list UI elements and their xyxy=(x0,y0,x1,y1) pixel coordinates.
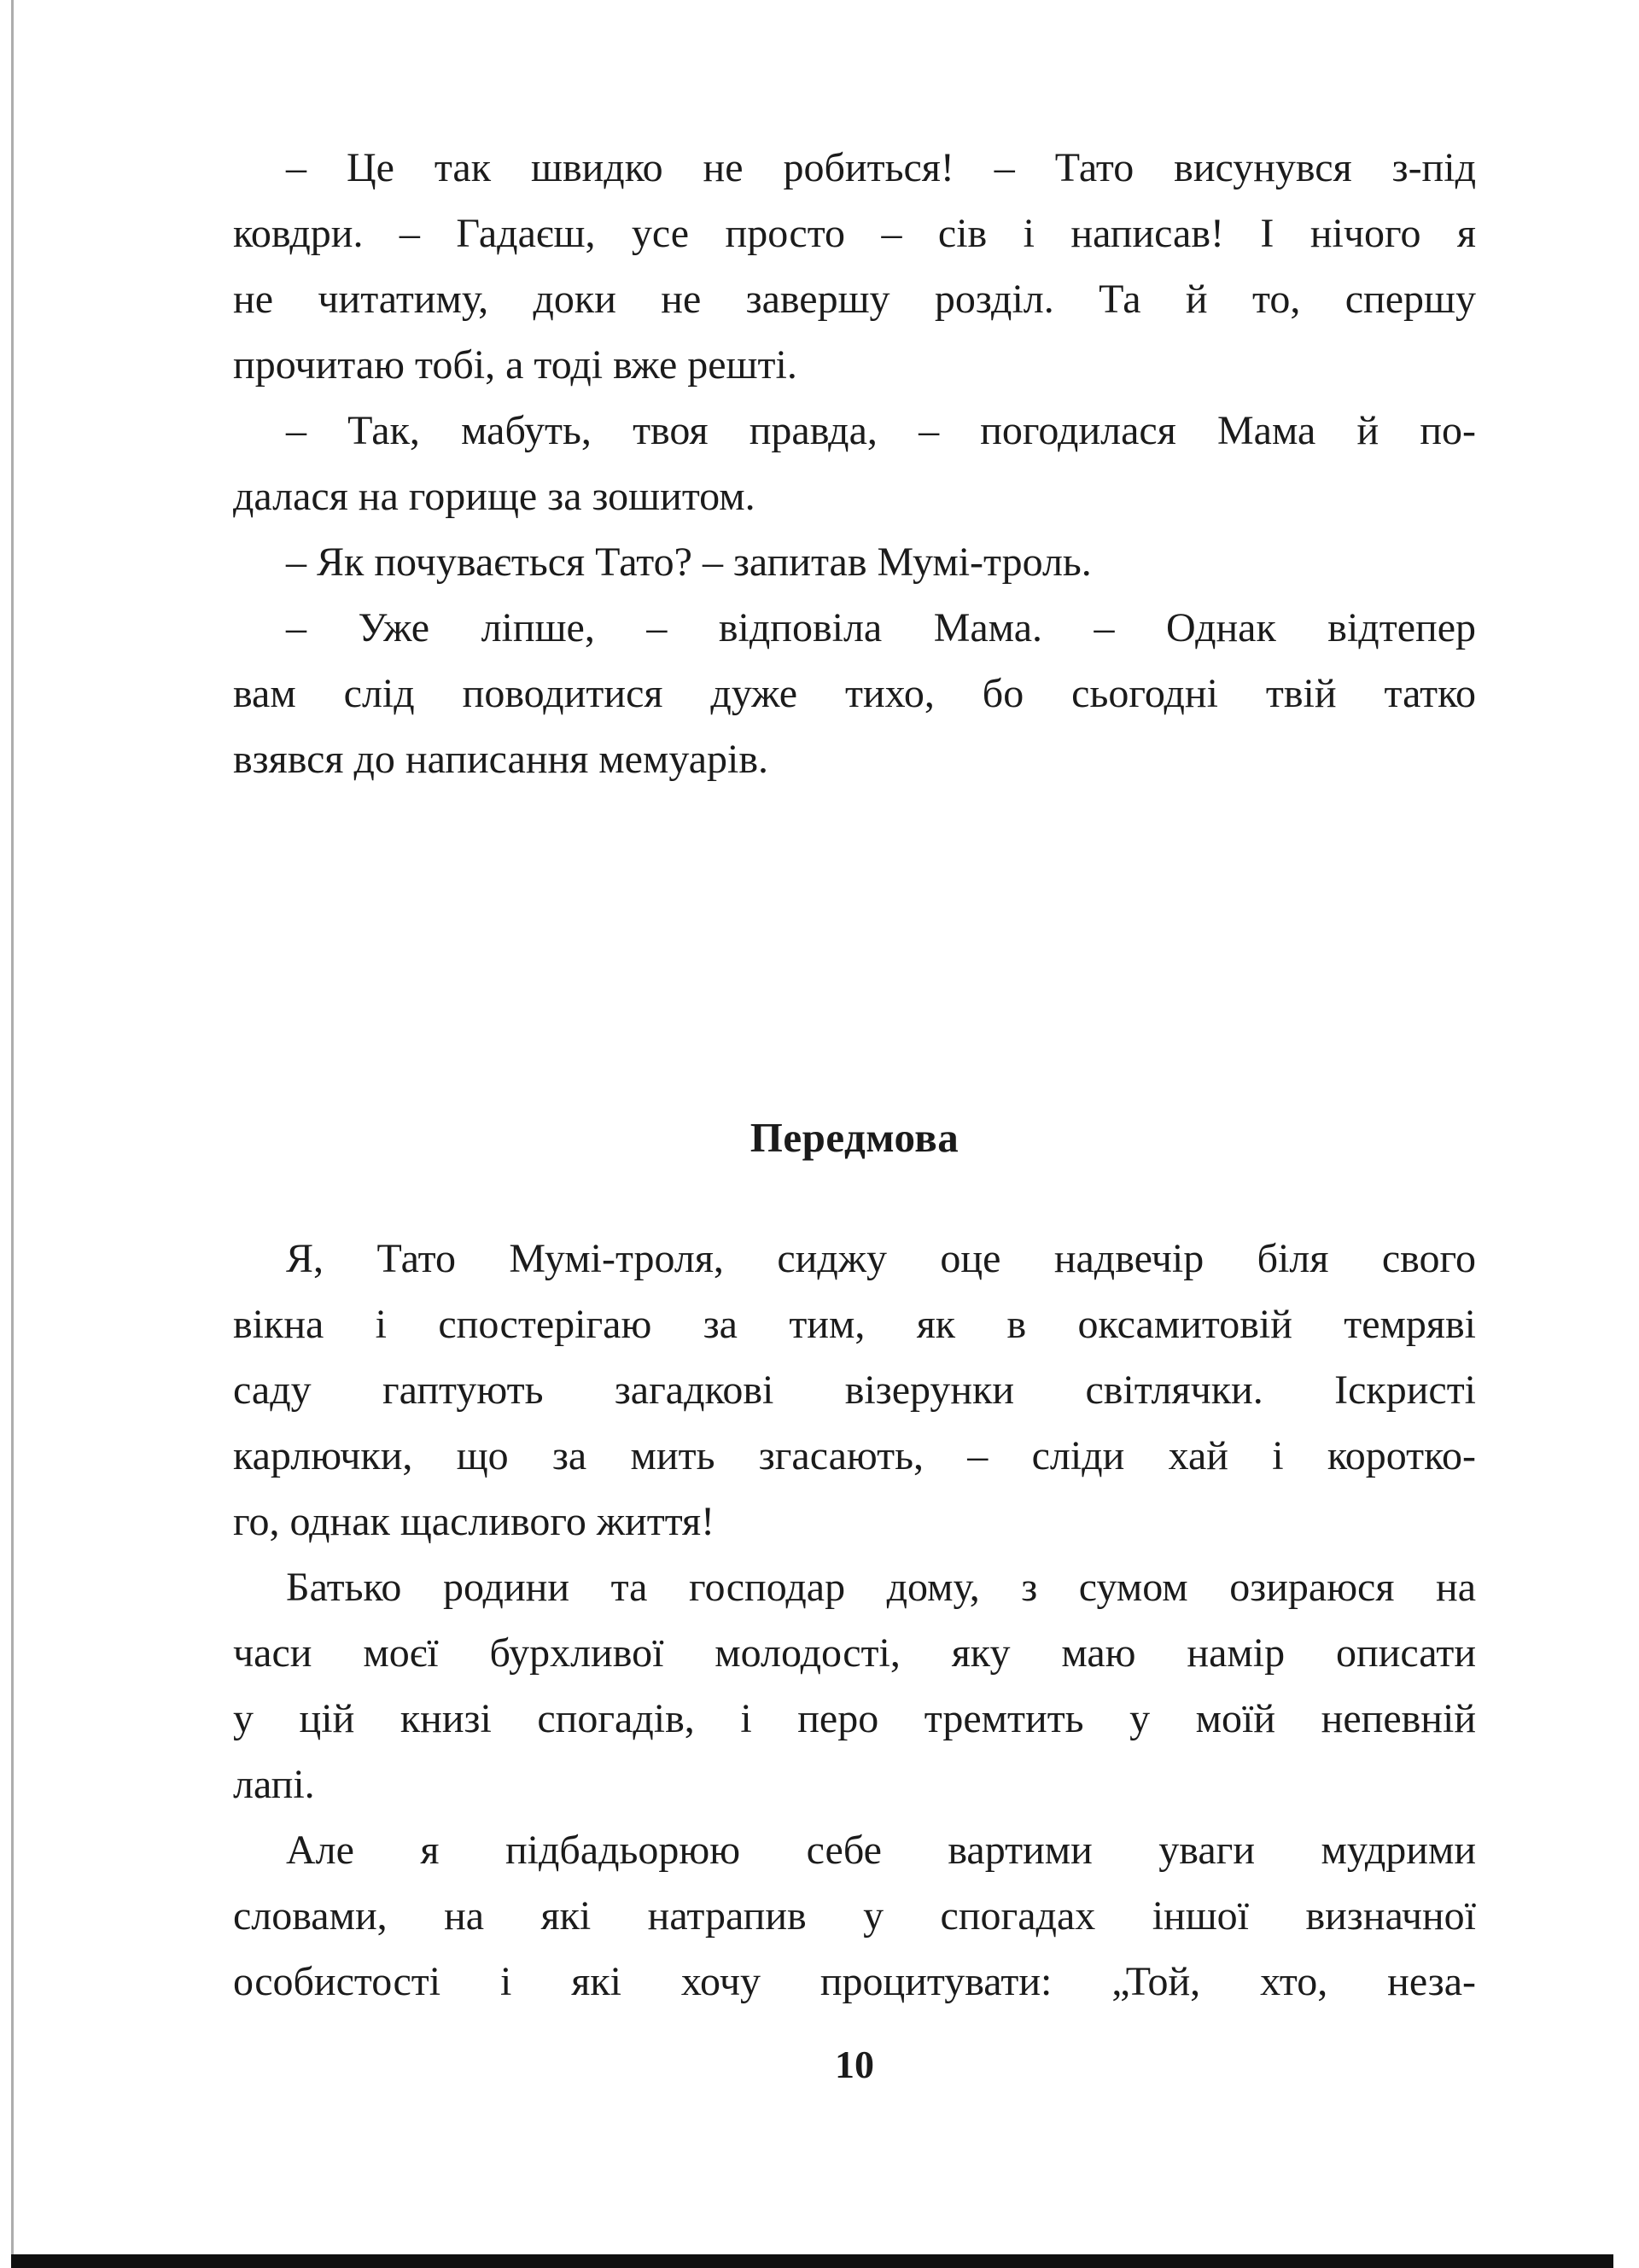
text-line: лапі. xyxy=(233,1762,315,1807)
text-line: словами, на які натрапив у спогадах іншої визначної xyxy=(233,1893,1476,1939)
text-line: Я, Тато Мумі-троля, сиджу оце надвечір біля свого xyxy=(286,1236,1476,1281)
scan-bottom-bar xyxy=(11,2254,1613,2268)
text-line: вікна і спостерігаю за тим, як в оксамитовій темряві xyxy=(233,1302,1476,1347)
text-line: карлючки, що за мить згасають, – сліди хай і коротко- xyxy=(233,1433,1476,1478)
paragraph xyxy=(233,135,1476,398)
text-block-bottom xyxy=(233,1226,1476,2014)
text-line: не читатиму, доки не завершу розділ. Та й то, спершу xyxy=(233,277,1476,322)
text-line: часи моєї бурхливої молодості, яку маю намір описати xyxy=(233,1630,1476,1676)
scan-edge-line xyxy=(11,0,14,2268)
text-line: – Так, мабуть, твоя правда, – погодилася Мама й по- xyxy=(286,408,1476,453)
text-line: вам слід поводитися дуже тихо, бо сьогодні твій татко xyxy=(233,671,1476,716)
text-line: – Як почувається Тато? – запитав Мумі-троль. xyxy=(286,539,1092,585)
text-line: – Це так швидко не робиться! – Тато висунувся з-під xyxy=(286,145,1476,190)
text-line: – Уже ліпше, – відповіла Мама. – Однак відтепер xyxy=(286,605,1476,650)
paragraph xyxy=(233,529,1476,595)
text-line: ковдри. – Гадаєш, усе просто – сів і написав! І нічого я xyxy=(233,211,1476,256)
text-line: особистості і які хочу процитувати: „Той, хто, неза- xyxy=(233,1959,1476,2004)
section-heading: Передмова xyxy=(750,1114,959,1161)
page-number: 10 xyxy=(835,2043,874,2086)
text-line: Але я підбадьорюю себе вартими уваги мудрими xyxy=(286,1828,1476,1873)
paragraph xyxy=(233,1554,1476,1817)
text-line: у цій книзі спогадів, і перо тремтить у моїй непевній xyxy=(233,1696,1476,1741)
paragraph xyxy=(233,1817,1476,2014)
paragraph xyxy=(233,595,1476,792)
text-line: го, однак щасливого життя! xyxy=(233,1499,715,1544)
text-line: Батько родини та господар дому, з сумом озираюся на xyxy=(286,1565,1476,1610)
text-line: далася на горище за зошитом. xyxy=(233,474,755,519)
text-line: прочитаю тобі, а тоді вже решті. xyxy=(233,342,797,388)
paragraph xyxy=(233,398,1476,529)
paragraph xyxy=(233,1226,1476,1554)
text-line: саду гаптують загадкові візерунки світлячки. Іскристі xyxy=(233,1367,1476,1413)
text-line: взявся до написання мемуарів. xyxy=(233,737,768,782)
text-block-top xyxy=(233,135,1476,792)
